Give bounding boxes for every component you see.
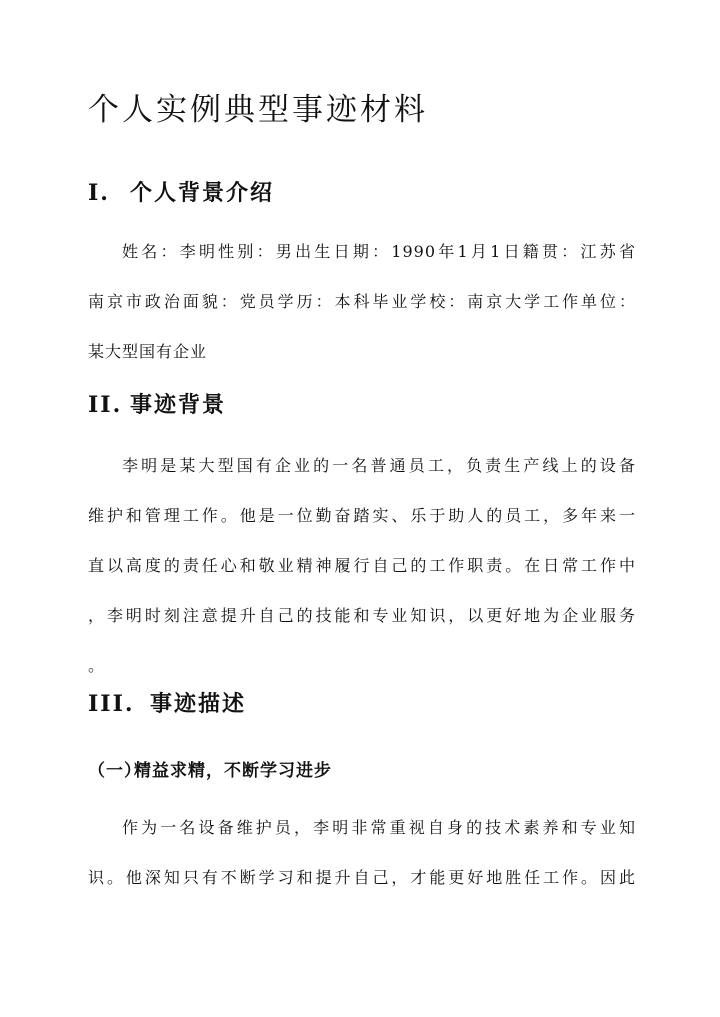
- subsection-title: 精益求精，不断学习进步: [134, 761, 332, 781]
- paragraph-line: 。: [88, 656, 106, 675]
- subsection-heading: [88, 756, 332, 781]
- paragraph-line: ，李明时刻注意提升自己的技能和专业知识，以更好地为企业服务: [88, 606, 636, 625]
- section-title: 事迹背景: [130, 392, 227, 418]
- paragraph-line: 维护和管理工作。他是一位勤奋踏实、乐于助人的员工，多年来一: [88, 506, 636, 525]
- paragraph-personal-info: [88, 239, 636, 389]
- paragraph-line: 某大型国有企业: [88, 342, 208, 361]
- subsection-number: （一）: [88, 761, 142, 781]
- paragraph-line: 南京市政治面貌：党员学历：本科毕业学校：南京大学工作单位：: [88, 292, 636, 311]
- section-number: I.: [88, 180, 110, 206]
- section-heading-deeds-description: [88, 687, 246, 718]
- document-title: 个人实例典型事迹材料: [88, 92, 428, 128]
- paragraph-line: 李明是某大型国有企业的一名普通员工，负责生产线上的设备: [122, 456, 636, 475]
- section-heading-deeds-background: [88, 388, 226, 419]
- paragraph-line: 识。他深知只有不断学习和提升自己，才能更好地胜任工作。因此: [88, 868, 636, 887]
- section-title: 个人背景介绍: [130, 180, 275, 206]
- section-heading-background: [88, 176, 274, 207]
- section-title: 事迹描述: [150, 691, 247, 717]
- paragraph-line: 作为一名设备维护员，李明非常重视自身的技术素养和专业知: [122, 818, 636, 837]
- paragraph-continuous-learning: [88, 815, 636, 915]
- section-number: III.: [88, 691, 135, 717]
- paragraph-line: 直以高度的责任心和敬业精神履行自己的工作职责。在日常工作中: [88, 556, 636, 575]
- paragraph-deeds-background: [88, 453, 636, 703]
- section-number: II.: [88, 392, 123, 418]
- paragraph-line: 姓名：李明性别：男出生日期：1990年1月1日籍贯：江苏省: [122, 242, 636, 261]
